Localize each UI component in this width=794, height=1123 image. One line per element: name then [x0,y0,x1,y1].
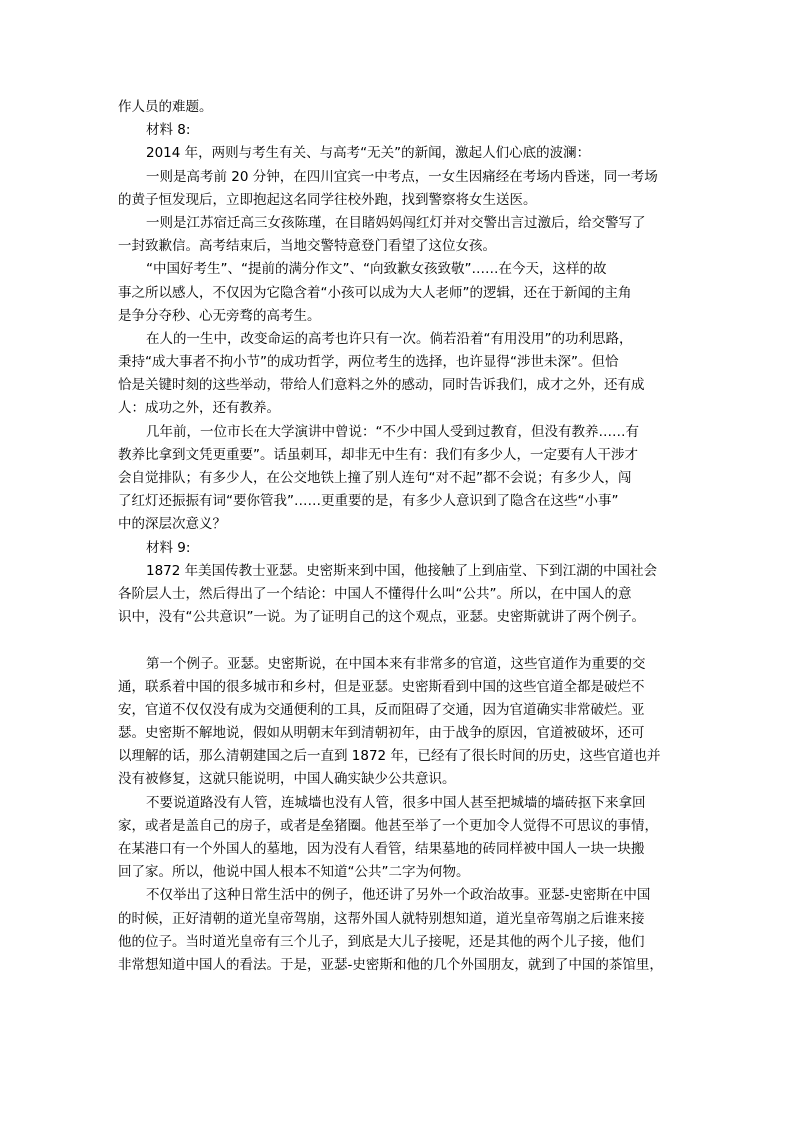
text-line: 识中，没有“公共意识”一说。为了证明自己的这个观点，亚瑟。史密斯就讲了两个例子。 [118,609,645,626]
text-line: 不要说道路没有人管，连城墙也没有人管，很多中国人甚至把城墙的墙砖抠下来拿回 [146,794,646,811]
text-line: 在某港口有一个外国人的墓地，因为没有人看管，结果墓地的砖同样被中国人一块一块搬 [118,841,645,857]
text-line: 的时候，正好清朝的道光皇帝驾崩，这帮外国人就特别想知道，道光皇帝驾崩之后谁来接 [118,910,645,927]
text-line: 1872 年美国传教士亚瑟。史密斯来到中国，他接触了上到庙堂、下到江湖的中国社会 [146,562,658,579]
text-line: 以理解的话，那么清朝建国之后一直到 1872 年，已经有了很长时间的历史，这些官道也并 [118,748,661,765]
text-line: 回了家。所以，他说中国人根本不知道“公共”二字为何物。 [118,864,470,881]
text-line: 事之所以感人，不仅因为它隐含着“小孩可以成为大人老师”的逻辑，还在于新闻的主角 [118,284,632,301]
text-line: “中国好考生”、“提前的满分作文”、“向致歉女孩致敬”……在今天，这样的故 [146,261,607,278]
text-line: 2014 年，两则与考生有关、与高考“无关”的新闻，激起人们心底的波澜： [146,145,591,162]
text-line: 各阶层人士，然后得出了一个结论：中国人不懂得什么叫“公共”。所以，在中国人的意 [118,585,632,602]
text-line: 会自觉排队；有多少人，在公交地铁上撞了别人连句“对不起”都不会说；有多少人，闯 [118,470,632,486]
text-line: 非常想知道中国人的看法。于是，亚瑟-史密斯和他的几个外国朋友，就到了中国的茶馆里， [118,956,663,973]
text-line: 中的深层次意义？ [118,516,226,533]
text-line: 在人的一生中，改变命运的高考也许只有一次。倘若沿着“有用没用”的功利思路， [146,330,633,347]
text-line: 教养比拿到文凭更重要”。话虽刺耳，却非无中生有：我们有多少人，一定要有人干涉才 [118,446,638,463]
text-line: 作人员的难题。 [118,99,213,115]
text-line: 第一个例子。亚瑟。史密斯说，在中国本来有非常多的官道，这些官道作为重要的交 [146,655,646,672]
text-line: 没有被修复，这就只能说明，中国人确实缺少公共意识。 [118,771,456,788]
text-line: 不仅举出了这种日常生活中的例子，他还讲了另外一个政治故事。亚瑟-史密斯在中国 [146,887,651,904]
text-line: 通，联系着中国的很多城市和乡村，但是亚瑟。史密斯看到中国的这些官道全都是破烂不 [118,678,645,695]
text-line: 安，官道不仅仅没有成为交通便利的工具，反而阻碍了交通，因为官道确实非常破烂。亚 [118,701,645,718]
text-line: 恰是关键时刻的这些举动，带给人们意料之外的感动，同时告诉我们，成才之外，还有成 [118,377,645,394]
text-line: 一封致歉信。高考结束后，当地交警特意登门看望了这位女孩。 [118,238,496,255]
text-line: 一则是高考前 20 分钟，在四川宜宾一中考点，一女生因痛经在考场内昏迷，同一考场 [146,168,658,185]
text-line: 材料 8: [146,122,191,139]
blank-line [118,629,684,652]
text-line: 他的位子。当时道光皇帝有三个儿子，到底是大儿子接呢，还是其他的两个儿子接，他们 [118,933,645,950]
text-line: 几年前，一位市长在大学演讲中曾说：“不少中国人受到过教育，但没有教养……有 [146,423,639,440]
text-line: 一则是江苏宿迁高三女孩陈瑾，在目睹妈妈闯红灯并对交警出言过激后，给交警写了 [146,214,646,231]
text-line: 材料 9: [146,539,191,556]
text-line: 了红灯还振振有词“要你管我”……更重要的是，有多少人意识到了隐含在这些“小事” [118,493,619,510]
text-line: 是争分夺秒、心无旁骛的高考生。 [118,307,321,324]
text-line: 人：成功之外，还有教养。 [118,400,280,417]
text-line: 秉持“成大事者不拘小节”的成功哲学，两位考生的选择，也许显得“涉世未深”。但恰 [118,354,619,371]
text-line: 家，或者是盖自己的房子，或者是垒猪圈。他甚至举了一个更加令人觉得不可思议的事情， [118,817,658,834]
document-page [118,96,684,977]
text-line: 瑟。史密斯不解地说，假如从明朝末年到清朝初年，由于战争的原因，官道被破坏，还可 [118,725,645,742]
text-line: 的黄子恒发现后，立即抱起这名同学往校外跑，找到警察将女生送医。 [118,191,537,208]
